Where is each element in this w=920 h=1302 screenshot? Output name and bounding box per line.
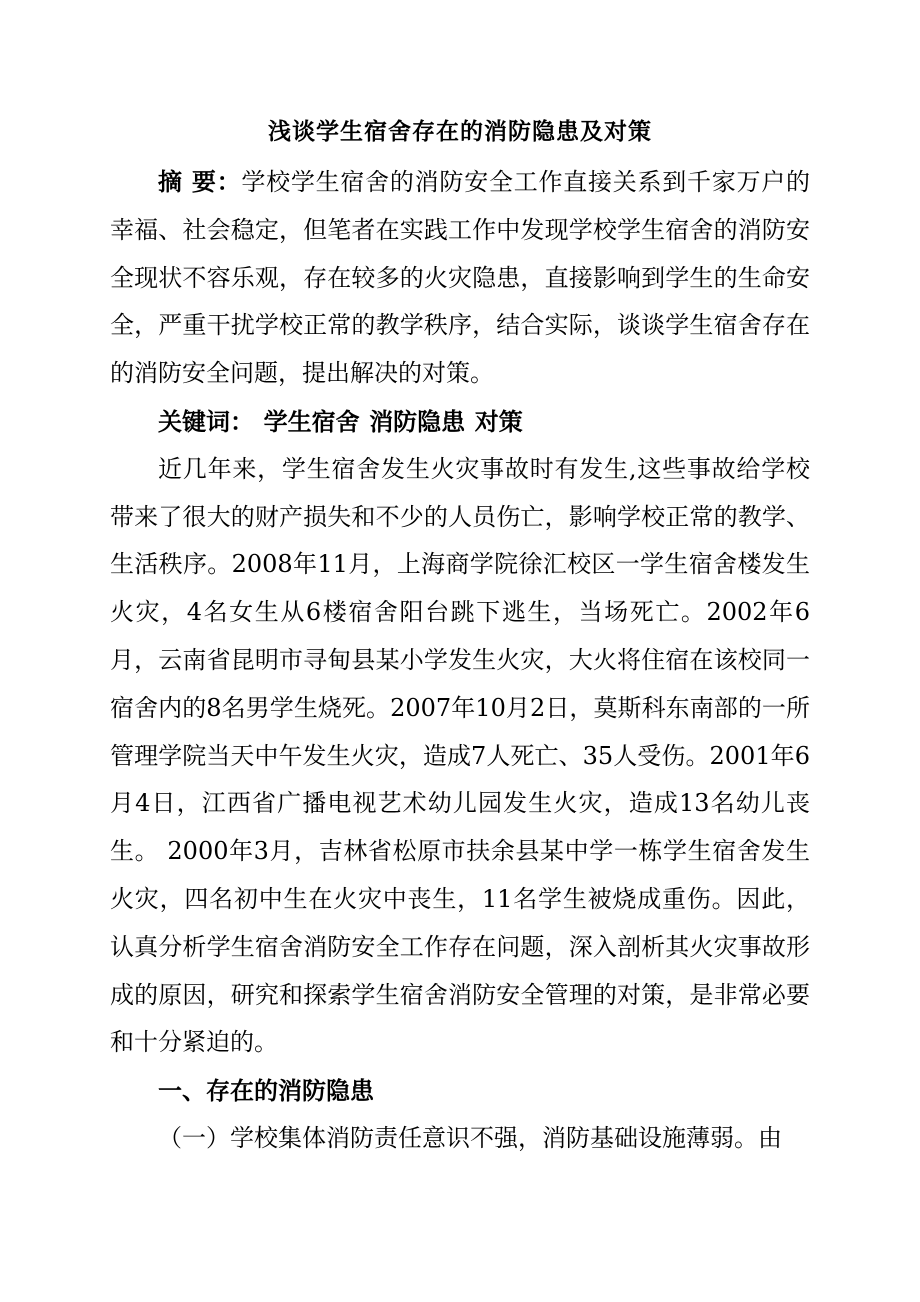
- intro-paragraph: 近几年来，学生宿舍发生火灾事故时有发生,这些事故给学校带来了很大的财产损失和不少的人员伤亡，影响学校正常的教学、生活秩序。2008年11月，上海商学院徐汇校区一学生宿舍楼发生火灾，4名女生从6楼宿舍阳台跳下逃生，当场死亡。2002年6月，云南省昆明市寻甸县某小学发生火灾，大火将住宿在该校同一宿舍内的8名男学生烧死。2007年10月2日，莫斯科东南部的一所管理学院当天中午发生火灾，造成7人死亡、35人受伤。2001年6月4日，江西省广播电视艺术幼儿园发生火灾，造成13名幼儿丧生。 2000年3月，吉林省松原市扶余县某中学一栋学生宿舍发生火灾，四名初中生在火灾中丧生，11名学生被烧成重伤。因此，认真分析学生宿舍消防安全工作存在问题，深入剖析其火灾事故形成的原因，研究和探索学生宿舍消防安全管理的对策，是非常必要和十分紧迫的。: [110, 454, 810, 1057]
- section-heading: 一、存在的消防隐患: [158, 1076, 374, 1106]
- keyword-term: 学生宿舍: [263, 406, 360, 436]
- keywords-paragraph: [110, 398, 810, 446]
- keywords-label: 关键词：: [158, 406, 254, 436]
- keyword-term: 对策: [474, 406, 523, 436]
- abstract-text: 学校学生宿舍的消防安全工作直接关系到千家万户的幸福、社会稳定，但笔者在实践工作中发现学校学生宿舍的消防安全现状不容乐观，存在较多的火灾隐患，直接影响到学生的生命安全，严重干扰学校正常的教学秩序，结合实际，谈谈学生宿舍存在的消防安全问题，提出解决的对策。: [110, 168, 811, 388]
- abstract-label: 摘 要：: [158, 167, 242, 196]
- subsection-paragraph: （一）学校集体消防责任意识不强，消防基础设施薄弱。由: [158, 1123, 782, 1152]
- document-body: [110, 158, 810, 1163]
- document-title: 浅谈学生宿舍存在的消防隐患及对策: [268, 118, 652, 145]
- abstract-paragraph: [110, 158, 810, 398]
- keyword-term: 消防隐患: [369, 406, 466, 436]
